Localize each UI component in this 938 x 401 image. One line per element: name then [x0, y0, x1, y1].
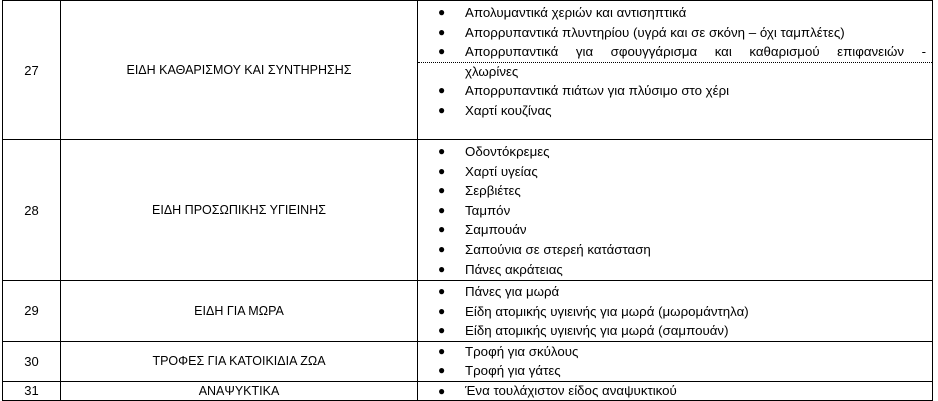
bullet-icon: ●	[438, 261, 446, 276]
table-row	[3, 1, 933, 140]
bullet-icon: ●	[438, 222, 446, 237]
row-number: 31	[3, 381, 61, 400]
list-item: ● Ταμπόν	[418, 201, 932, 221]
items-cell	[418, 341, 933, 381]
row-number: 30	[3, 341, 61, 381]
bullet-icon: ●	[438, 303, 446, 318]
bullet-icon: ●	[438, 343, 446, 358]
list-item: ● Απορρυπαντικά για σφουγγάρισμα και καθαρισμού επιφανειών -	[418, 42, 932, 62]
bullet-icon: ●	[438, 202, 446, 217]
list-item: ● Είδη ατομικής υγιεινής για μωρά (μωρομάντηλα)	[418, 302, 932, 322]
bullet-icon: ●	[438, 163, 446, 178]
list-item: ● Πάνες ακράτειας	[418, 260, 932, 280]
item-list	[418, 281, 932, 341]
category-name: ΑΝΑΨΥΚΤΙΚΑ	[61, 381, 418, 400]
category-name: ΕΙΔΗ ΠΡΟΣΩΠΙΚΗΣ ΥΓΙΕΙΝΗΣ	[61, 140, 418, 281]
table-row	[3, 381, 933, 400]
category-name: ΕΙΔΗ ΓΙΑ ΜΩΡΑ	[61, 281, 418, 342]
items-cell	[418, 281, 933, 342]
bullet-icon: ●	[438, 363, 446, 378]
list-item: ● Τροφή για γάτες	[418, 361, 932, 381]
table-row	[3, 140, 933, 281]
list-item: ● Οδοντόκρεμες	[418, 142, 932, 162]
list-item: ● Απολυμαντικά χεριών και αντισηπτικά	[418, 3, 932, 23]
list-item: ● Πάνες για μωρά	[418, 282, 932, 302]
bullet-icon: ●	[438, 144, 446, 158]
bullet-icon: ●	[438, 183, 446, 198]
table-row	[3, 341, 933, 381]
product-category-table	[2, 0, 933, 401]
bullet-icon: ●	[438, 83, 446, 98]
table-row	[3, 281, 933, 342]
bullet-icon: ●	[438, 241, 446, 256]
row-number: 27	[3, 1, 61, 140]
list-item: ● Τροφή για σκύλους	[418, 342, 932, 362]
bullet-icon: ●	[438, 284, 446, 298]
item-list	[418, 382, 932, 400]
bullet-icon: ●	[438, 5, 446, 19]
row-number: 29	[3, 281, 61, 342]
list-item: ● Ένα τουλάχιστον είδος αναψυκτικού	[438, 382, 677, 398]
bullet-icon: ●	[438, 323, 446, 338]
category-name: ΕΙΔΗ ΚΑΘΑΡΙΣΜΟΥ ΚΑΙ ΣΥΝΤΗΡΗΣΗΣ	[61, 1, 418, 140]
list-item: ● Είδη ατομικής υγιεινής για μωρά (σαμπουάν)	[418, 321, 932, 341]
bullet-icon: ●	[438, 102, 446, 117]
list-item: ● Απορρυπαντικά πλυντηρίου (υγρά και σε σκόνη – όχι ταμπλέτες)	[418, 23, 932, 43]
category-name: ΤΡΟΦΕΣ ΓΙΑ ΚΑΤΟΙΚΙΔΙΑ ΖΩΑ	[61, 341, 418, 381]
items-cell	[418, 140, 933, 281]
item-list	[418, 342, 932, 381]
list-item: ● Απορρυπαντικά πιάτων για πλύσιμο στο χέρι	[418, 81, 932, 101]
list-item-continuation: χλωρίνες	[465, 63, 519, 79]
items-cell	[418, 381, 933, 400]
bullet-icon: ●	[438, 383, 446, 398]
bullet-icon: ●	[438, 24, 446, 39]
list-item: ● Χαρτί κουζίνας	[418, 101, 932, 121]
list-item: ● Σερβιέτες	[418, 181, 932, 201]
items-cell	[418, 1, 933, 140]
item-list	[418, 140, 932, 279]
item-list	[418, 1, 932, 121]
row-number: 28	[3, 140, 61, 281]
list-item: ● Σαμπουάν	[418, 220, 932, 240]
bullet-icon: ●	[438, 44, 446, 59]
list-item: ● Σαπούνια σε στερεή κατάσταση	[418, 240, 932, 260]
list-item: ● Χαρτί υγείας	[418, 162, 932, 182]
